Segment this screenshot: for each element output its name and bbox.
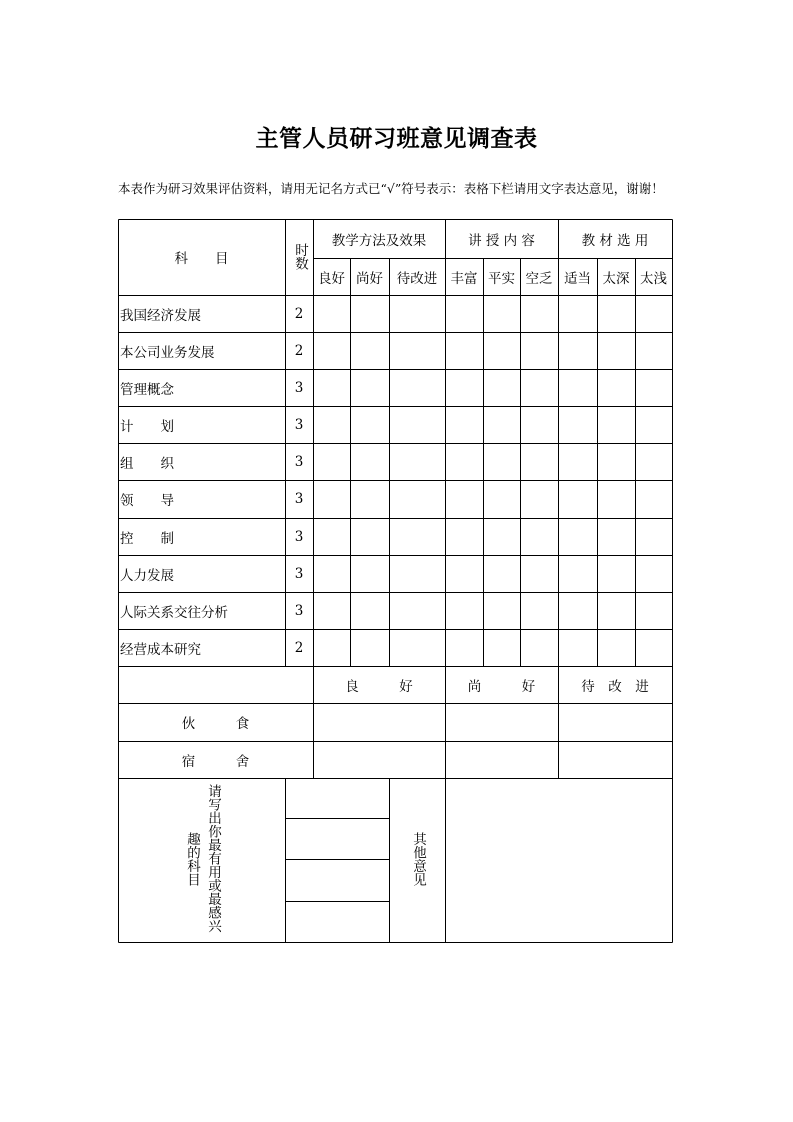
rating-header-good: 良 好 (345, 678, 413, 695)
interest-label-part2: 趣的科目 (184, 832, 200, 886)
course-hours: 3 (294, 491, 304, 507)
material-group-header: 教 材 选 用 (581, 232, 649, 249)
subcol-header: 尚好 (356, 270, 383, 287)
content-group-header: 讲 授 内 容 (468, 232, 535, 249)
course-hours: 3 (294, 602, 304, 619)
course-name: 我国经济发展 (120, 307, 201, 324)
course-hours: 3 (294, 528, 304, 545)
course-hours: 3 (294, 453, 304, 470)
method-group-header: 教学方法及效果 (331, 232, 427, 249)
rating-row-meals: 伙 食 (181, 716, 250, 732)
page-title: 主管人员研习班意见调查表 (255, 125, 538, 152)
subcol-header: 空乏 (525, 270, 553, 287)
course-name: 计 划 (120, 418, 174, 435)
subcol-header: 待改进 (396, 270, 438, 287)
rating-header-improve: 待 改 进 (581, 678, 649, 695)
subcol-header: 适当 (564, 270, 591, 287)
rating-header-fair: 尚 好 (467, 678, 536, 695)
course-name: 组 织 (120, 455, 174, 472)
subcol-header: 太浅 (640, 270, 667, 287)
subcol-header: 太深 (602, 270, 630, 287)
course-hours: 2 (294, 305, 304, 322)
course-hours: 3 (294, 416, 304, 433)
course-hours: 2 (294, 342, 304, 359)
instructions: 本表作为研习效果评估资料，请用无记名方式已“√”符号表示：表格下栏请用文字表达意见，谢谢！ (118, 181, 664, 196)
course-name: 本公司业务发展 (120, 344, 215, 361)
course-name: 人力发展 (120, 567, 174, 584)
subcol-header: 平实 (488, 270, 515, 287)
interest-label-part1: 请写出你最有用或最感兴 (205, 784, 221, 933)
course-name: 控 制 (120, 530, 174, 547)
course-hours: 2 (294, 639, 304, 656)
course-hours: 3 (294, 565, 304, 582)
subject-header: 科 目 (174, 251, 229, 267)
course-name: 人际关系交往分析 (120, 604, 228, 621)
subcol-header: 良好 (318, 270, 345, 287)
subcol-header: 丰富 (450, 270, 478, 287)
other-comments-label: 其他意见 (410, 832, 426, 886)
course-hours: 3 (294, 379, 304, 396)
rating-row-lodging: 宿 舍 (181, 753, 250, 770)
course-name: 领 导 (120, 493, 174, 509)
course-name: 经营成本研究 (120, 641, 201, 658)
course-name: 管理概念 (120, 381, 174, 398)
hours-header: 时数 (292, 243, 308, 270)
